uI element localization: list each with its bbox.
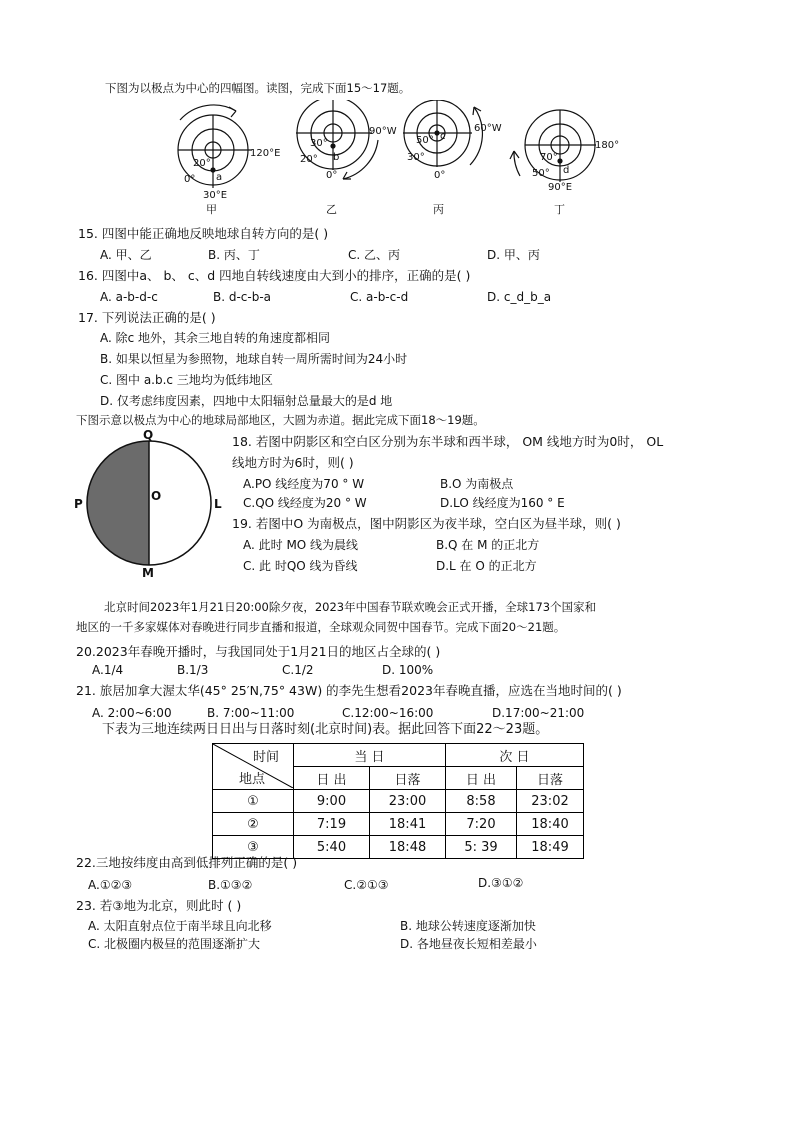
time-cell: 8:58 [446,790,517,813]
q16-option-d[interactable]: D. c_d_b_a [487,290,552,304]
caption-ding: 丁 [554,203,565,216]
polar-diagrams [0,100,794,230]
point-b [330,143,335,148]
equator-diagram [72,428,232,578]
q23-stem: 23. 若③地为北京，则此时 ( ) [76,898,242,913]
q15-option-b[interactable]: B. 丙、丁 [208,248,260,262]
q19-option-c[interactable]: C. 此 时QO 线为昏线 [243,559,358,573]
q20-option-a[interactable]: A.1/4 [92,663,124,677]
place-cell: ② [213,813,294,836]
jia-lat-0: 0° [184,174,196,185]
q21-option-b[interactable]: B. 7:00~11:00 [207,706,295,720]
diagram-yi [296,100,378,179]
label-m: M [142,566,154,578]
q18-option-d[interactable]: D.LO 线经度为160 ° E [440,496,565,510]
q22-stem: 22.三地按纬度由高到低排列正确的是( ) [76,855,298,870]
time-cell: 23:02 [517,790,584,813]
yi-lon-90w: 90°W [369,126,397,137]
bing-lat-30: 30° [407,152,425,163]
q22-option-b[interactable]: B.①③② [208,878,253,892]
q19-stem: 19. 若图中O 为南极点，图中阴影区为夜半球，空白区为昼半球，则( ) [232,516,621,531]
time-cell: 18:49 [517,836,584,859]
q16-stem: 16. 四图中a、 b、 c、d 四地自转线速度由大到小的排序，正确的是( ) [78,268,471,283]
time-cell: 23:00 [370,790,446,813]
yi-lon-0: 0° [326,170,338,181]
q18-stem-line2: 线地方时为6时，则( ) [232,455,354,470]
q16-option-c[interactable]: C. a-b-c-d [350,290,409,304]
q17-option-c[interactable]: C. 图中 a.b.c 三地均为低纬地区 [100,373,273,387]
ding-lon-90e: 90°E [548,182,573,193]
time-cell: 18:40 [517,813,584,836]
bing-lat-50: 50° [416,135,434,146]
q21-option-c[interactable]: C.12:00~16:00 [342,706,434,720]
yi-lat-20: 20° [300,154,318,165]
q22-option-d[interactable]: D.③①② [478,876,524,890]
q16-option-a[interactable]: A. a-b-d-c [100,290,158,304]
q19-option-b[interactable]: B.Q 在 M 的正北方 [436,538,540,552]
diagram-ding [510,110,596,182]
q20-stem: 20.2023年春晚开播时，与我国同处于1月21日的地区占全球的( ) [76,644,441,659]
q15-option-a[interactable]: A. 甲、乙 [100,248,152,262]
place-cell: ① [213,790,294,813]
time-cell: 9:00 [294,790,370,813]
q17-option-d[interactable]: D. 仅考虑纬度因素，四地中太阳辐射总量最大的是d 地 [100,394,393,408]
section2-intro: 下图示意以极点为中心的地球局部地区，大圆为赤道。据此完成下面18～19题。 [76,413,485,427]
caption-yi: 乙 [326,203,337,216]
point-a [210,167,215,172]
q18-option-c[interactable]: C.QO 线经度为20 ° W [243,496,367,510]
corner-place-label: 地点 [239,772,266,787]
q16-option-b[interactable]: B. d-c-b-a [213,290,272,304]
q23-option-c[interactable]: C. 北极圈内极昼的范围逐渐扩大 [88,937,261,951]
q23-option-a[interactable]: A. 太阳直射点位于南半球且向北移 [88,919,272,933]
ding-lat-70: 70° [540,152,558,163]
caption-jia: 甲 [206,203,217,216]
q21-option-d[interactable]: D.17:00~21:00 [492,706,585,720]
q17-stem: 17. 下列说法正确的是( ) [78,310,216,325]
time-cell: 7:20 [446,813,517,836]
q22-option-a[interactable]: A.①②③ [88,878,133,892]
jia-lon-120: 120°E [250,148,281,159]
point-c [434,130,439,135]
sunrise-sunset-table [212,743,584,859]
q19-option-a[interactable]: A. 此时 MO 线为晨线 [243,538,359,552]
subheader-rise-1: 日 出 [294,767,370,790]
q17-option-a[interactable]: A. 除c 地外，其余三地自转的角速度都相同 [100,331,331,345]
shaded-half [87,441,149,565]
label-o: O [151,489,162,503]
subheader-set-2: 日落 [517,767,584,790]
q18-option-a[interactable]: A.PO 线经度为70 ° W [243,477,365,491]
q21-stem: 21. 旅居加拿大渥太华(45° 25′N,75° 43W) 的李先生想看2023年春晚直播，应选在当地时间的( ) [76,683,622,698]
q19-option-d[interactable]: D.L 在 O 的正北方 [436,559,537,573]
q18-option-b[interactable]: B.O 为南极点 [440,477,514,491]
q23-option-d[interactable]: D. 各地昼夜长短相差最小 [400,937,537,951]
time-cell: 5:40 [294,836,370,859]
time-cell: 5: 39 [446,836,517,859]
q18-stem-line1: 18. 若图中阴影区和空白区分别为东半球和西半球， OM 线地方时为0时， OL [232,434,664,449]
q15-option-d[interactable]: D. 甲、丙 [487,248,540,262]
header-today: 当 日 [294,744,446,767]
q20-option-d[interactable]: D. 100% [382,663,434,677]
jia-lat-20: 20° [193,158,211,169]
table-corner-cell [213,744,294,790]
table-row [213,813,584,836]
bing-point-c: c [440,131,446,142]
corner-time-label: 时间 [253,750,280,765]
ding-lon-180: 180° [595,140,620,151]
bing-lon-0: 0° [434,170,446,181]
caption-bing: 丙 [433,203,444,216]
time-cell: 7:19 [294,813,370,836]
time-cell: 18:48 [370,836,446,859]
section1-intro: 下图为以极点为中心的四幅图。读图，完成下面15～17题。 [105,81,411,95]
q20-option-b[interactable]: B.1/3 [177,663,209,677]
section3-intro-line1: 北京时间2023年1月21日20:00除夕夜，2023年中国春节联欢晚会正式开播，全球173个国家和 [104,600,597,614]
jia-point-a: a [216,172,223,183]
q23-option-b[interactable]: B. 地球公转速度逐渐加快 [400,919,536,933]
label-q: Q [143,428,154,442]
bing-lon-60w: 60°W [474,123,502,134]
yi-point-b: b [333,152,340,163]
table-row [213,790,584,813]
q21-option-a[interactable]: A. 2:00~6:00 [92,706,172,720]
section3-intro-line2: 地区的一千多家媒体对春晚进行同步直播和报道，全球观众同贺中国春节。完成下面20～21题。 [76,620,566,634]
label-l: L [214,497,222,511]
ding-point-d: d [563,165,570,176]
section4-intro: 下表为三地连续两日日出与日落时刻(北京时间)表。据此回答下面22～23题。 [102,722,549,737]
q15-stem: 15. 四图中能正确地反映地球自转方向的是( ) [78,226,329,241]
q20-option-c[interactable]: C.1/2 [282,663,314,677]
subheader-set-1: 日落 [370,767,446,790]
q17-option-b[interactable]: B. 如果以恒星为参照物，地球自转一周所需时间为24小时 [100,352,408,366]
ding-lat-50: 50° [532,168,550,179]
header-nextday: 次 日 [446,744,584,767]
subheader-rise-2: 日 出 [446,767,517,790]
q15-option-c[interactable]: C. 乙、丙 [348,248,401,262]
yi-lat-30: 30° [310,138,328,149]
place-cell: ③ [213,836,294,859]
point-d [557,158,562,163]
label-p: P [74,497,83,511]
time-cell: 18:41 [370,813,446,836]
jia-lon-30: 30°E [203,190,228,201]
q22-option-c[interactable]: C.②①③ [344,878,389,892]
